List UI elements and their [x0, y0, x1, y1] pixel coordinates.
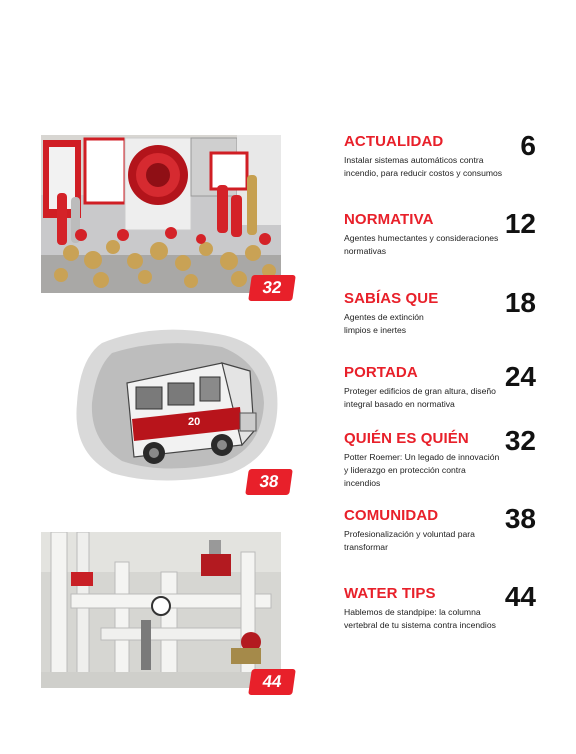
page-number: 44	[504, 581, 536, 612]
standpipe-photo	[41, 532, 281, 688]
fire-truck-illustration	[72, 323, 282, 483]
section-title: SABÍAS QUE	[344, 290, 439, 307]
section-title: PORTADA	[344, 364, 418, 381]
section-title: NORMATIVA	[344, 211, 434, 228]
page-badge: 32	[248, 275, 296, 301]
section-title: ACTUALIDAD	[344, 133, 444, 150]
page-number: 18	[504, 287, 536, 318]
section-description: Agentes de extinción limpios e inertes	[344, 312, 424, 335]
page-badge: 44	[248, 669, 296, 695]
page-number: 38	[504, 503, 536, 534]
section-description: Proteger edificios de gran altura, diseño integral basado en normativa	[344, 386, 496, 409]
section-description: Hablemos de standpipe: la columna vertebral de tu sistema contra incendios	[344, 607, 496, 630]
page-number: 32	[504, 425, 536, 456]
section-description: Potter Roemer: Un legado de innovación y liderazgo en protección contra incendios	[344, 452, 500, 488]
page-number: 6	[520, 130, 536, 161]
svg-text:20: 20	[188, 416, 201, 428]
page-number: 12	[504, 208, 536, 239]
fire-equipment-photo	[41, 135, 281, 293]
section-title: QUIÉN ES QUIÉN	[344, 430, 469, 447]
section-description: Instalar sistemas automáticos contra incendio, para reducir costos y consumos	[344, 155, 503, 178]
section-title: COMUNIDAD	[344, 507, 439, 524]
toc-entry[interactable]	[344, 133, 544, 180]
section-description: Profesionalización y voluntad para transformar	[344, 529, 475, 552]
page-number: 24	[504, 361, 536, 392]
page-badge: 38	[245, 469, 293, 495]
section-description: Agentes humectantes y consideraciones normativas	[344, 233, 499, 256]
section-title: WATER TIPS	[344, 585, 436, 602]
